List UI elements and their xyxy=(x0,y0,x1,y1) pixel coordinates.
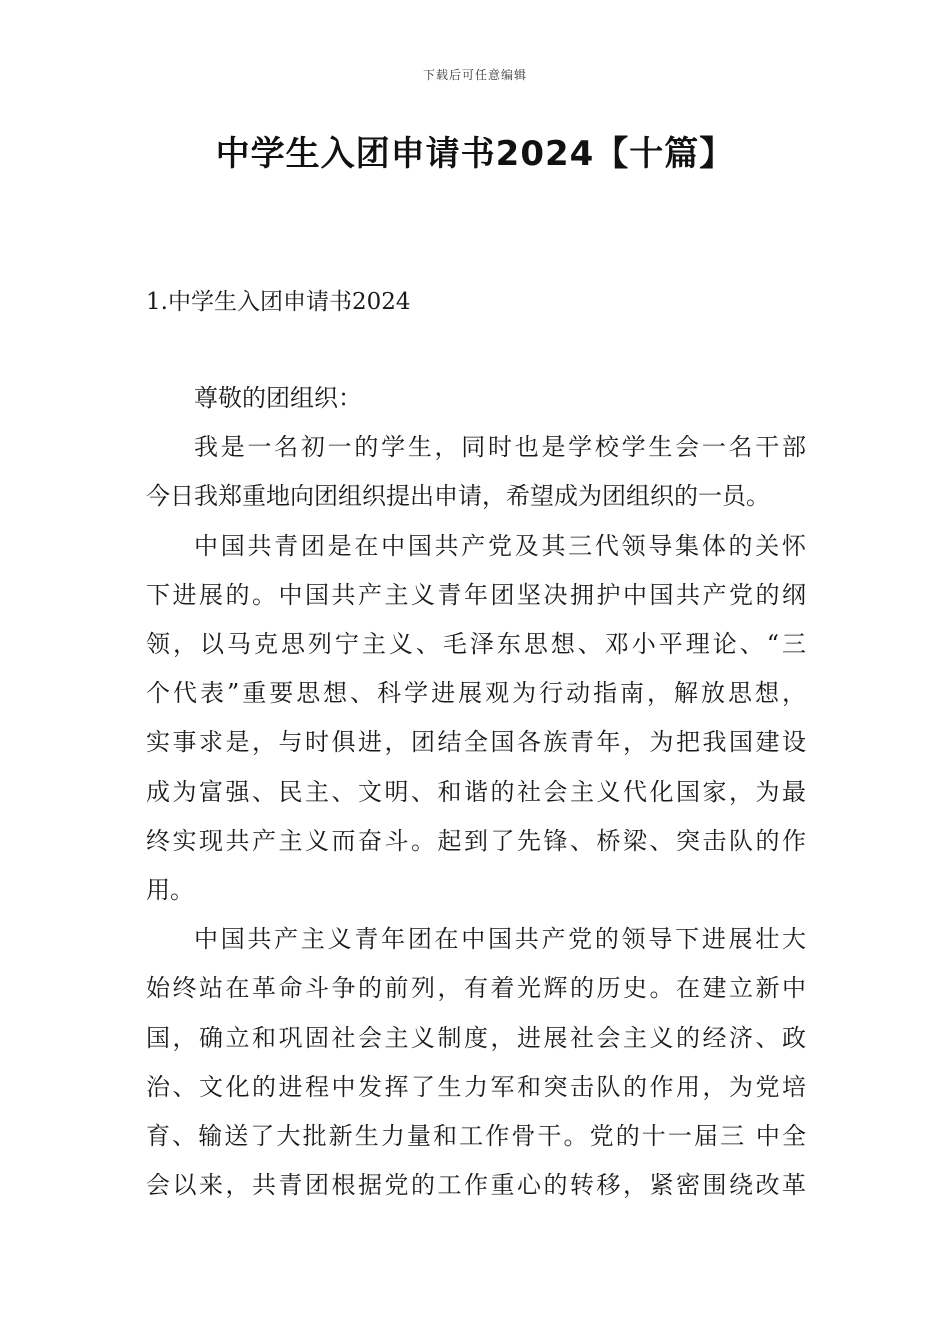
paragraph-line: 用。 xyxy=(146,876,194,905)
paragraph-line: 始终站在革命斗争的前列，有着光辉的历史。在建立新中 xyxy=(146,974,806,1003)
header-note: 下载后可任意编辑 xyxy=(422,68,527,82)
paragraph-line: 终实现共产主义而奋斗。起到了先锋、桥梁、突击队的作 xyxy=(146,826,806,855)
paragraph-line: 治、文化的进程中发挥了生力军和突击队的作用，为党培 xyxy=(146,1072,806,1101)
paragraph-line: 下进展的。中国共产主义青年团坚决拥护中国共产党的纲 xyxy=(146,580,806,609)
paragraph-2 xyxy=(146,522,806,916)
document-title: 中学生入团申请书2024【十篇】 xyxy=(215,134,735,174)
paragraph-line: 中国共产主义青年团在中国共产党的领导下进展壮大 xyxy=(194,925,806,954)
paragraph-line: 今日我郑重地向团组织提出申请，希望成为团组织的一员。 xyxy=(146,482,770,511)
paragraph-line: 育、输送了大批新生力量和工作骨干。党的十一届三 中全 xyxy=(146,1122,806,1151)
paragraph-line: 中国共青团是在中国共产党及其三代领导集体的关怀 xyxy=(194,531,806,560)
paragraph-line: 领，以马克思列宁主义、毛泽东思想、邓小平理论、“三 xyxy=(146,630,806,659)
paragraph-line: 实事求是，与时俱进，团结全国各族青年，为把我国建设 xyxy=(146,728,806,757)
salutation: 尊敬的团组织： xyxy=(194,384,362,412)
section-heading: 1.中学生入团申请书2024 xyxy=(146,289,411,315)
paragraph-3 xyxy=(146,915,806,1210)
document-body xyxy=(146,374,806,1210)
paragraph-line: 国，确立和巩固社会主义制度，进展社会主义的经济、政 xyxy=(146,1023,806,1052)
paragraph-line: 个代表”重要思想、科学进展观为行动指南，解放思想， xyxy=(146,679,806,708)
paragraph-1 xyxy=(146,423,806,521)
paragraph-line: 成为富强、民主、文明、和谐的社会主义代化国家，为最 xyxy=(146,777,806,806)
paragraph-line: 我是一名初一的学生，同时也是学校学生会一名干部 xyxy=(194,433,806,462)
paragraph-line: 会以来，共青团根据党的工作重心的转移，紧密围绕改革 xyxy=(146,1171,806,1200)
